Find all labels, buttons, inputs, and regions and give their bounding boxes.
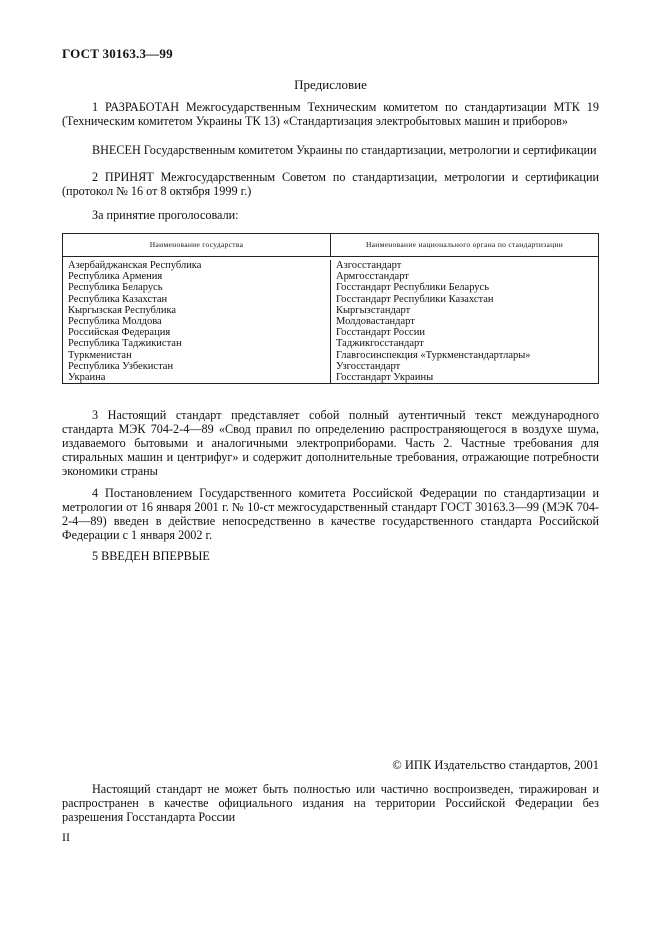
table-cell-body: Кыргызстандарт bbox=[336, 304, 411, 316]
page-number: II bbox=[62, 830, 70, 844]
table-cell-state: Республика Армения bbox=[68, 271, 163, 283]
table-column-body bbox=[331, 260, 598, 383]
table-cell-state: Республика Таджикистан bbox=[68, 338, 182, 350]
table-cell-body: Азгосстандарт bbox=[336, 260, 402, 271]
table-body bbox=[62, 257, 599, 384]
table-cell-state: Республика Беларусь bbox=[68, 282, 163, 294]
table-cell-state: Республика Казахстан bbox=[68, 293, 168, 305]
table-column-state bbox=[63, 260, 331, 383]
table-cell-body: Главгосинспекция «Туркменстандартлары» bbox=[336, 349, 531, 361]
table-header-row bbox=[62, 233, 599, 257]
table-cell-state: Республика Молдова bbox=[68, 316, 162, 328]
voted-label: За принятие проголосовали: bbox=[92, 208, 239, 222]
copyright-notice: © ИПК Издательство стандартов, 2001 bbox=[392, 758, 599, 772]
voting-table bbox=[62, 233, 599, 384]
table-cell-body: Госстандарт Республики Казахстан bbox=[336, 293, 494, 305]
table-cell-state: Республика Узбекистан bbox=[68, 360, 174, 372]
page-title: Предисловие bbox=[294, 77, 367, 92]
paragraph-first-introduced: 5 ВВЕДЕН ВПЕРВЫЕ bbox=[92, 549, 210, 563]
table-cell-state: Туркменистан bbox=[68, 349, 132, 361]
table-cell-body: Госстандарт Украины bbox=[336, 372, 434, 384]
paragraph-adopted: 2 ПРИНЯТ Межгосударственным Советом по стандартизации, метрологии и сертификации (протокол № 16 от 8 октября 1999 г.) bbox=[62, 170, 599, 198]
paragraph-resolution: 4 Постановлением Государственного комитета Российской Федерации по стандартизации и метрологии от 16 января 2001 г. № 10-ст межгосударственный стандарт ГОСТ 30163.3—99 (МЭК 704-2-4—89) введен в действие непосредственно в качестве государственного стандарта Российской Федерации с 1 января 2002 г. bbox=[62, 486, 599, 542]
document-header: ГОСТ 30163.3—99 bbox=[62, 46, 173, 61]
table-cell-state: Украина bbox=[68, 372, 106, 384]
table-cell-body: Армгосстандарт bbox=[336, 271, 409, 283]
table-cell-state: Российская Федерация bbox=[68, 327, 171, 339]
table-cell-body: Таджикгосстандарт bbox=[336, 338, 424, 350]
table-cell-body: Узгосстандарт bbox=[336, 360, 401, 372]
table-cell-body: Госстандарт Республики Беларусь bbox=[336, 282, 490, 294]
reproduction-notice: Настоящий стандарт не может быть полностью или частично воспроизведен, тиражирован и распространен в качестве официального издания на территории Российской Федерации без разрешения Госстандарта России bbox=[62, 782, 599, 824]
paragraph-submitted: ВНЕСЕН Государственным комитетом Украины по стандартизации, метрологии и сертификации bbox=[92, 143, 597, 157]
table-header-body: Наименование национального органа по стандартизации bbox=[365, 240, 564, 249]
table-header-state: Наименование государства bbox=[63, 234, 331, 256]
table-cell-state: Кыргызская Республика bbox=[68, 304, 177, 316]
table-cell-state: Азербайджанская Республика bbox=[68, 260, 202, 271]
table-cell-body: Молдовастандарт bbox=[336, 316, 415, 328]
table-cell-body: Госстандарт России bbox=[336, 327, 425, 339]
paragraph-standard-description: 3 Настоящий стандарт представляет собой полный аутентичный текст международного стандарта МЭК 704-2-4—89 «Свод правил по определению распространяющегося в воздухе шума, издаваемого бытовыми и аналогичными электроприборами. Часть 2. Частные требования для стиральных машин и центрифуг» и содержит дополнительные требования, отражающие потребности экономики страны bbox=[62, 408, 599, 478]
paragraph-developed: 1 РАЗРАБОТАН Межгосударственным Техническим комитетом по стандартизации МТК 19 (Техническим комитетом Украины ТК 13) «Стандартизация электробытовых машин и приборов» bbox=[62, 100, 599, 128]
